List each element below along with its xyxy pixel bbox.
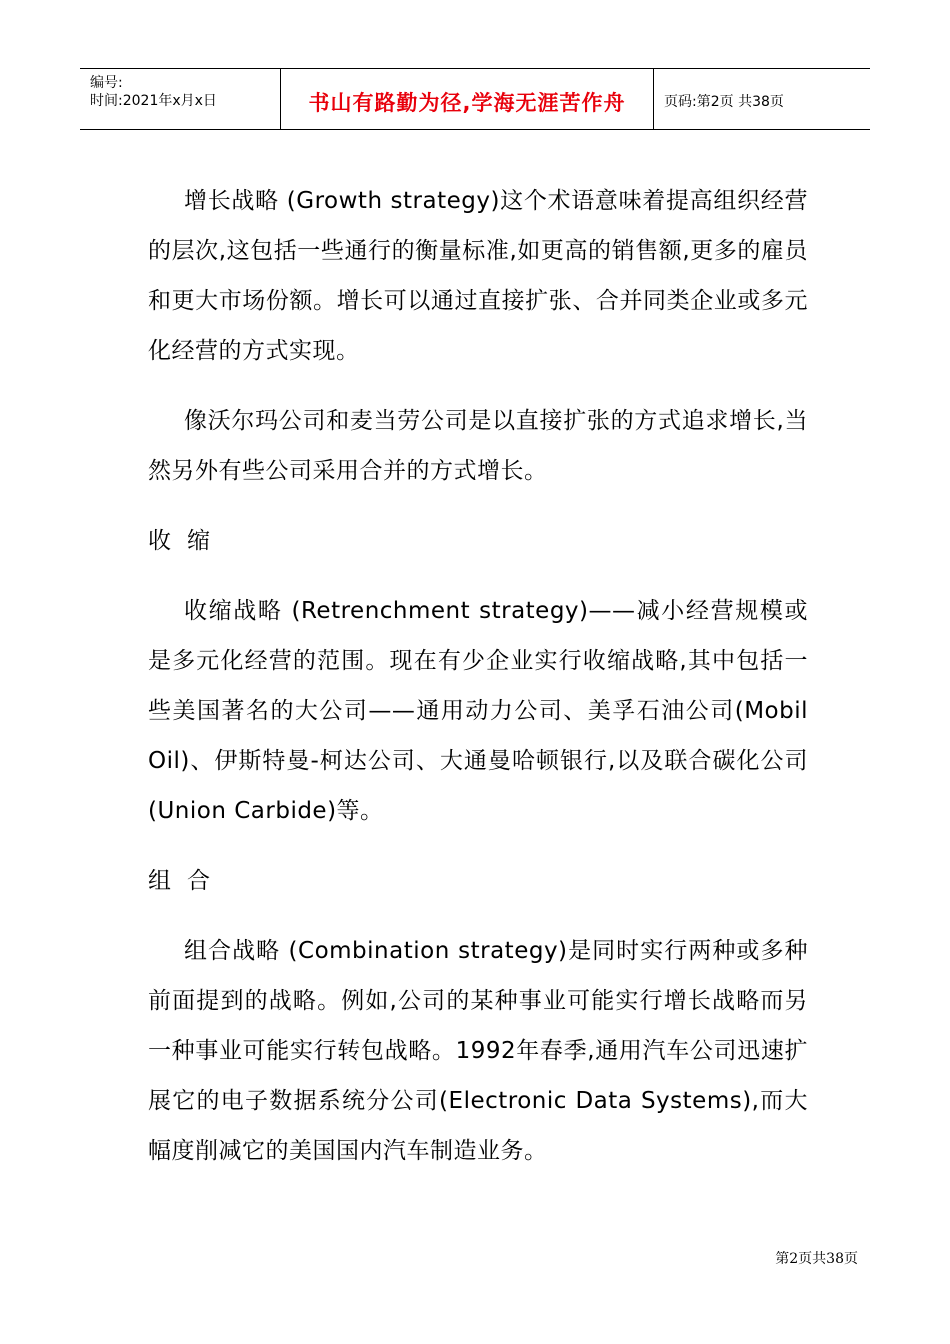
paragraph-expansion-examples: 像沃尔玛公司和麦当劳公司是以直接扩张的方式追求增长,当然另外有些公司采用合并的方式增长。 [148,408,808,484]
paragraph-retrenchment: 收缩战略 (Retrenchment strategy)——减小经营规模或是多元化经营的范围。现在有少企业实行收缩战略,其中包括一些美国著名的大公司——通用动力公司、美孚石油公司(Mobil Oil)、伊斯特曼-柯达公司、大通曼哈顿银行,以及联合碳化公司(Union Carbide)等。 [148,598,808,824]
motto-text: 书山有路勤为径,学海无涯苦作舟 [308,91,626,115]
paragraph-combination: 组合战略 (Combination strategy)是同时实行两种或多种前面提到的战略。例如,公司的某种事业可能实行增长战略而另一种事业可能实行转包战略。1992年春季,通用汽车公司迅速扩展它的电子数据系统分公司(Electronic Data Systems),而大幅度削减它的美国国内汽车制造业务。 [148,938,808,1164]
code-label: 编号: [90,75,123,91]
footer-page-number: 第2页共38页 [775,1251,858,1267]
time-label: 时间:2021年x月x日 [90,93,217,109]
header-page-number: 页码:第2页 共38页 [664,94,784,110]
document-body [148,176,808,1196]
header-page-cell [654,69,870,129]
paragraph-growth: 增长战略 (Growth strategy)这个术语意味着提高组织经营的层次,这包括一些通行的衡量标准,如更高的销售额,更多的雇员和更大市场份额。增长可以通过直接扩张、合并同类企业或多元化经营的方式实现。 [148,188,808,364]
section-heading-combination: 组合 [148,868,226,894]
page-header [80,68,870,130]
header-motto-cell [281,69,654,129]
section-heading-retrenchment: 收缩 [148,528,226,554]
header-info-cell [80,69,281,129]
